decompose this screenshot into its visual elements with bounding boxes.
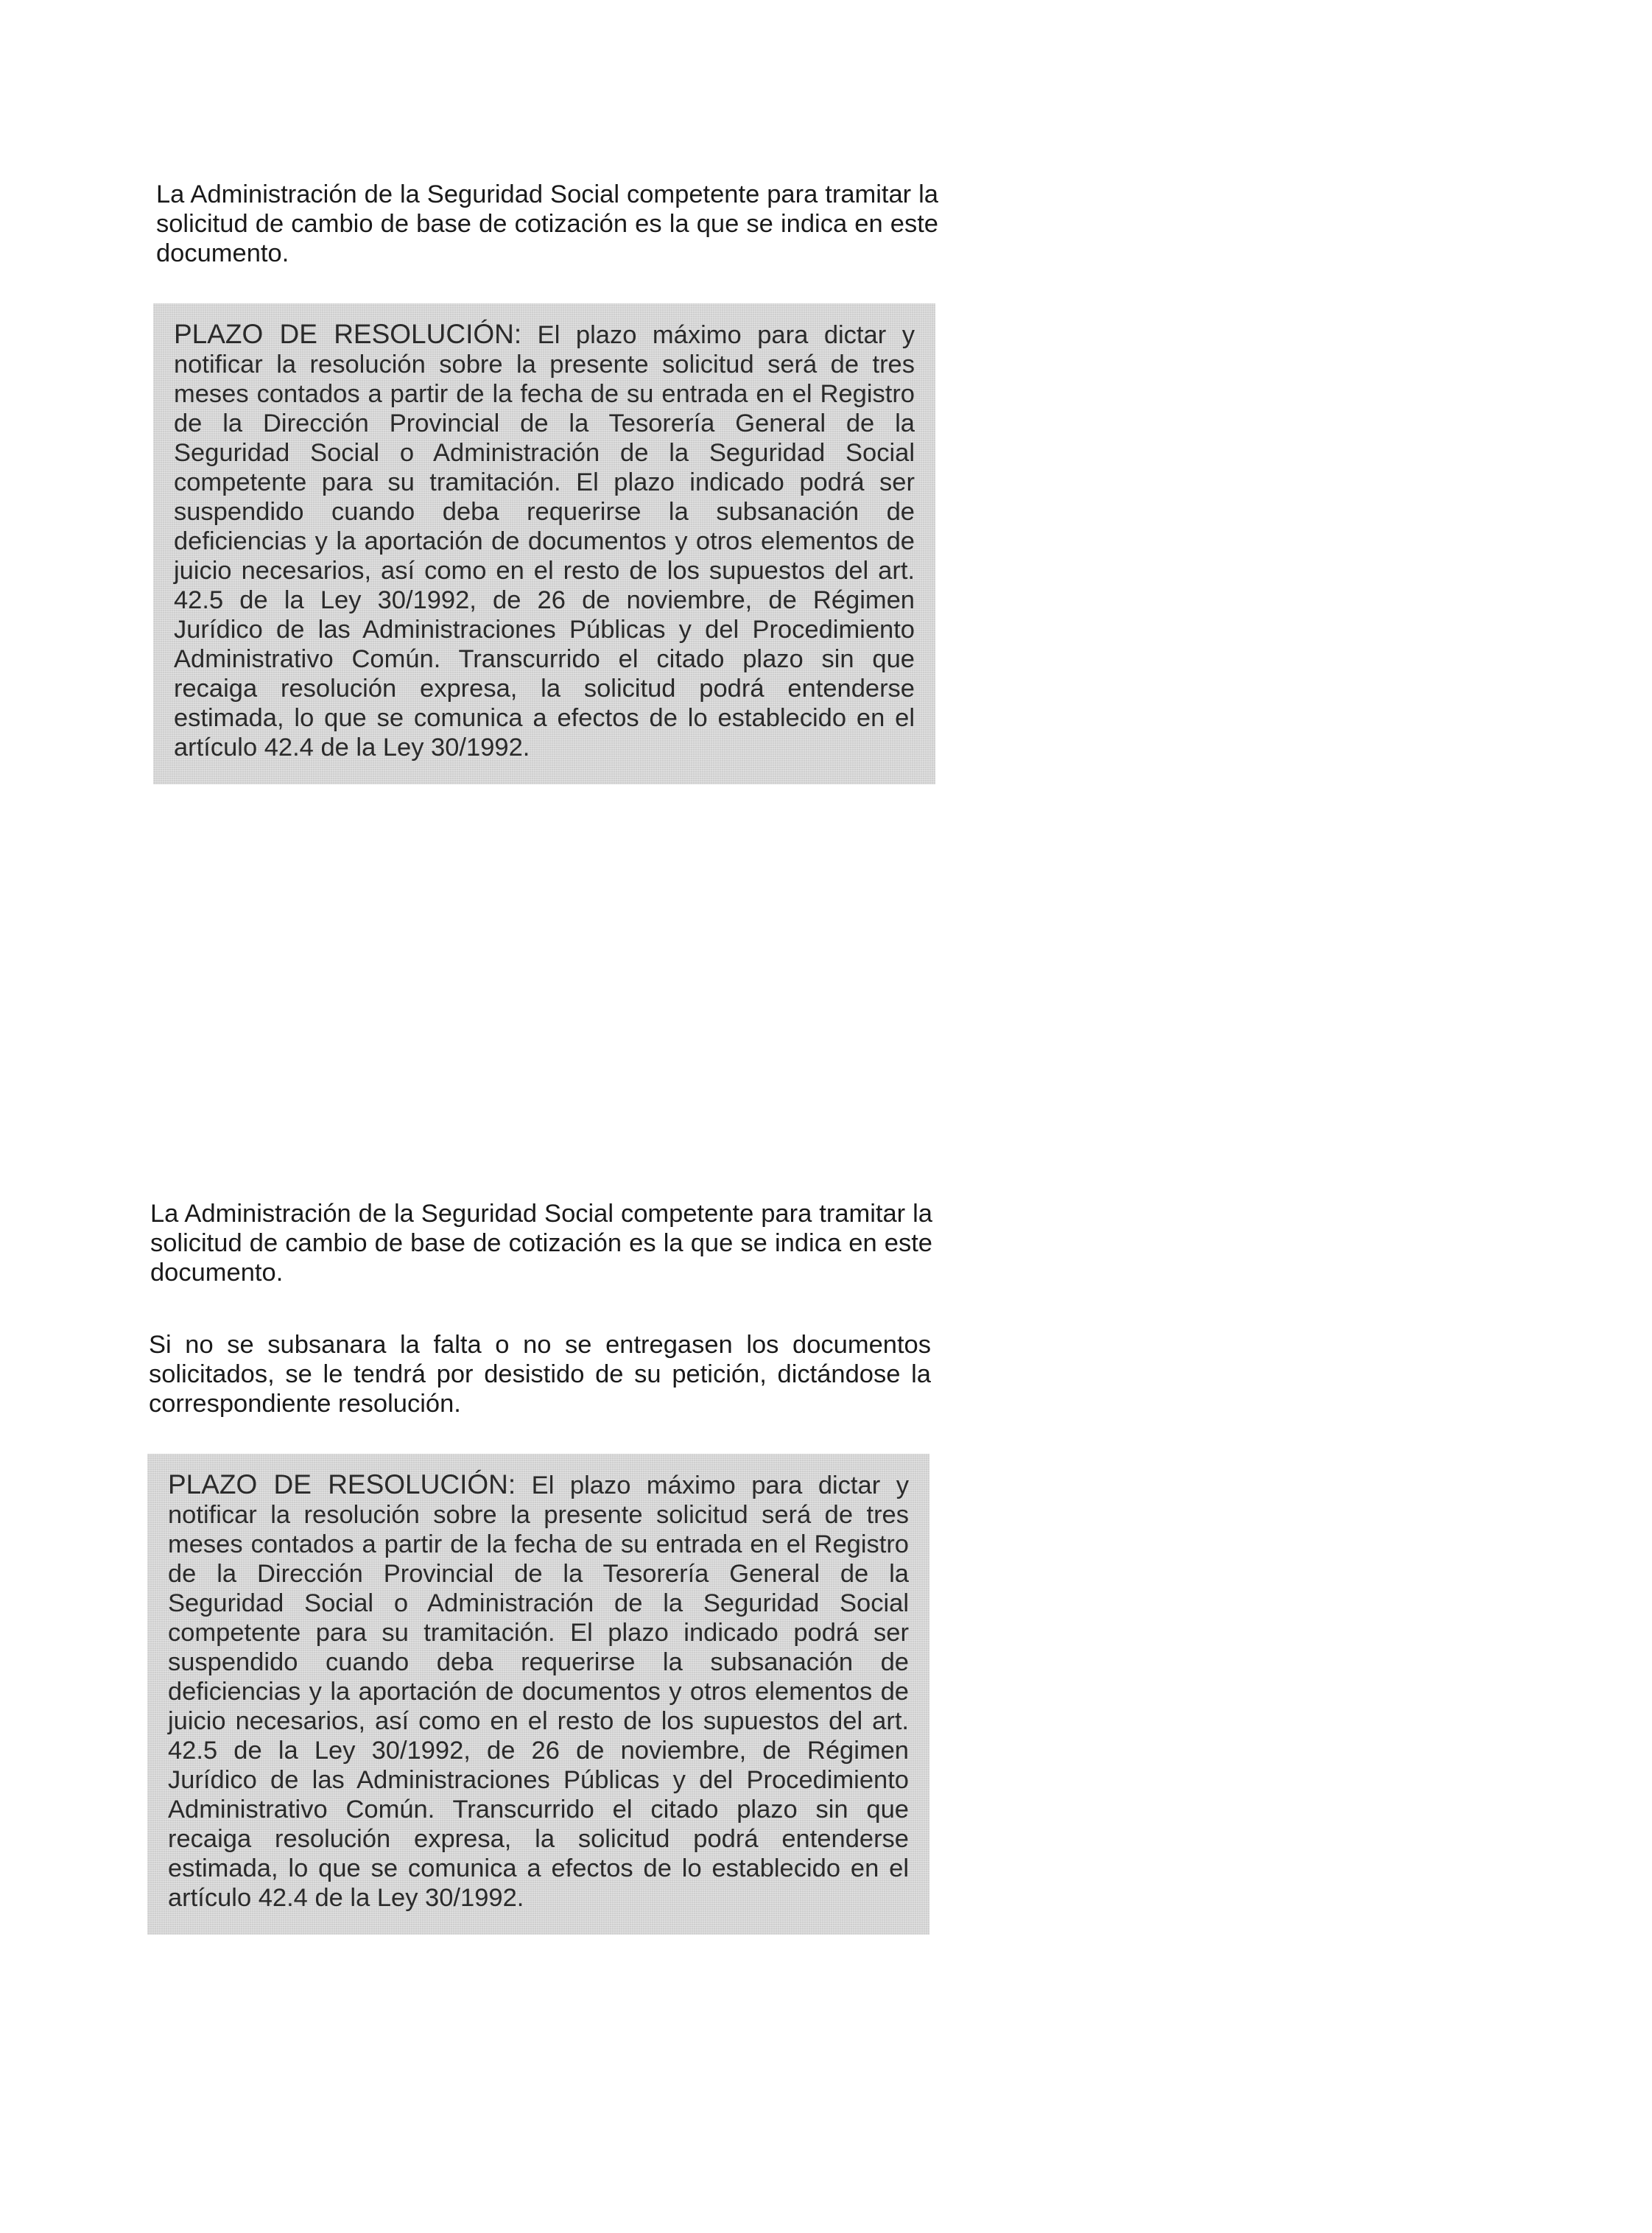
resolution-deadline-box-2 [147, 1454, 929, 1935]
resolution-deadline-box-1 [153, 303, 935, 784]
competent-administration-paragraph-2: La Administración de la Seguridad Social competente para tramitar la solicitud de cambio de base de cotización es la que se indica en este documento. [150, 1200, 932, 1287]
resolution-deadline-label-1: PLAZO DE RESOLUCIÓN: [174, 319, 522, 349]
resolution-deadline-text-2: El plazo máximo para dictar y notificar la resolución sobre la presente solicitud será de tres meses contados a partir de la fecha de su entrada en el Registro de la Dirección Provincial de la Tesorería General de la Seguridad Social o Administración de la Seguridad Social competente para su tramitación. El plazo indicado podrá ser suspendido cuando deba requerirse la subsanación de deficiencias y la aportación de documentos y otros elementos de juicio necesarios, así como en el resto de los supuestos del art. 42.5 de la Ley 30/1992, de 26 de noviembre, de Régimen Jurídico de las Administraciones Públicas y del Procedimiento Administrativo Común. Transcurrido el citado plazo sin que recaiga resolución expresa, la solicitud podrá entenderse estimada, lo que se comunica a efectos de lo establecido en el artículo 42.4 de la Ley 30/1992. [168, 1471, 909, 1912]
resolution-deadline-label-2: PLAZO DE RESOLUCIÓN: [168, 1469, 516, 1499]
withdrawal-notice-paragraph: Si no se subsanara la falta o no se entregasen los documentos solicitados, se le tendrá por desistido de su petición, dictándose la correspondiente resolución. [149, 1331, 931, 1418]
competent-administration-paragraph-1: La Administración de la Seguridad Social competente para tramitar la solicitud de cambio de base de cotización es la que se indica en este documento. [156, 180, 938, 267]
resolution-deadline-text-1: El plazo máximo para dictar y notificar la resolución sobre la presente solicitud será de tres meses contados a partir de la fecha de su entrada en el Registro de la Dirección Provincial de la Tesorería General de la Seguridad Social o Administración de la Seguridad Social competente para su tramitación. El plazo indicado podrá ser suspendido cuando deba requerirse la subsanación de deficiencias y la aportación de documentos y otros elementos de juicio necesarios, así como en el resto de los supuestos del art. 42.5 de la Ley 30/1992, de 26 de noviembre, de Régimen Jurídico de las Administraciones Públicas y del Procedimiento Administrativo Común. Transcurrido el citado plazo sin que recaiga resolución expresa, la solicitud podrá entenderse estimada, lo que se comunica a efectos de lo establecido en el artículo 42.4 de la Ley 30/1992. [174, 321, 915, 762]
